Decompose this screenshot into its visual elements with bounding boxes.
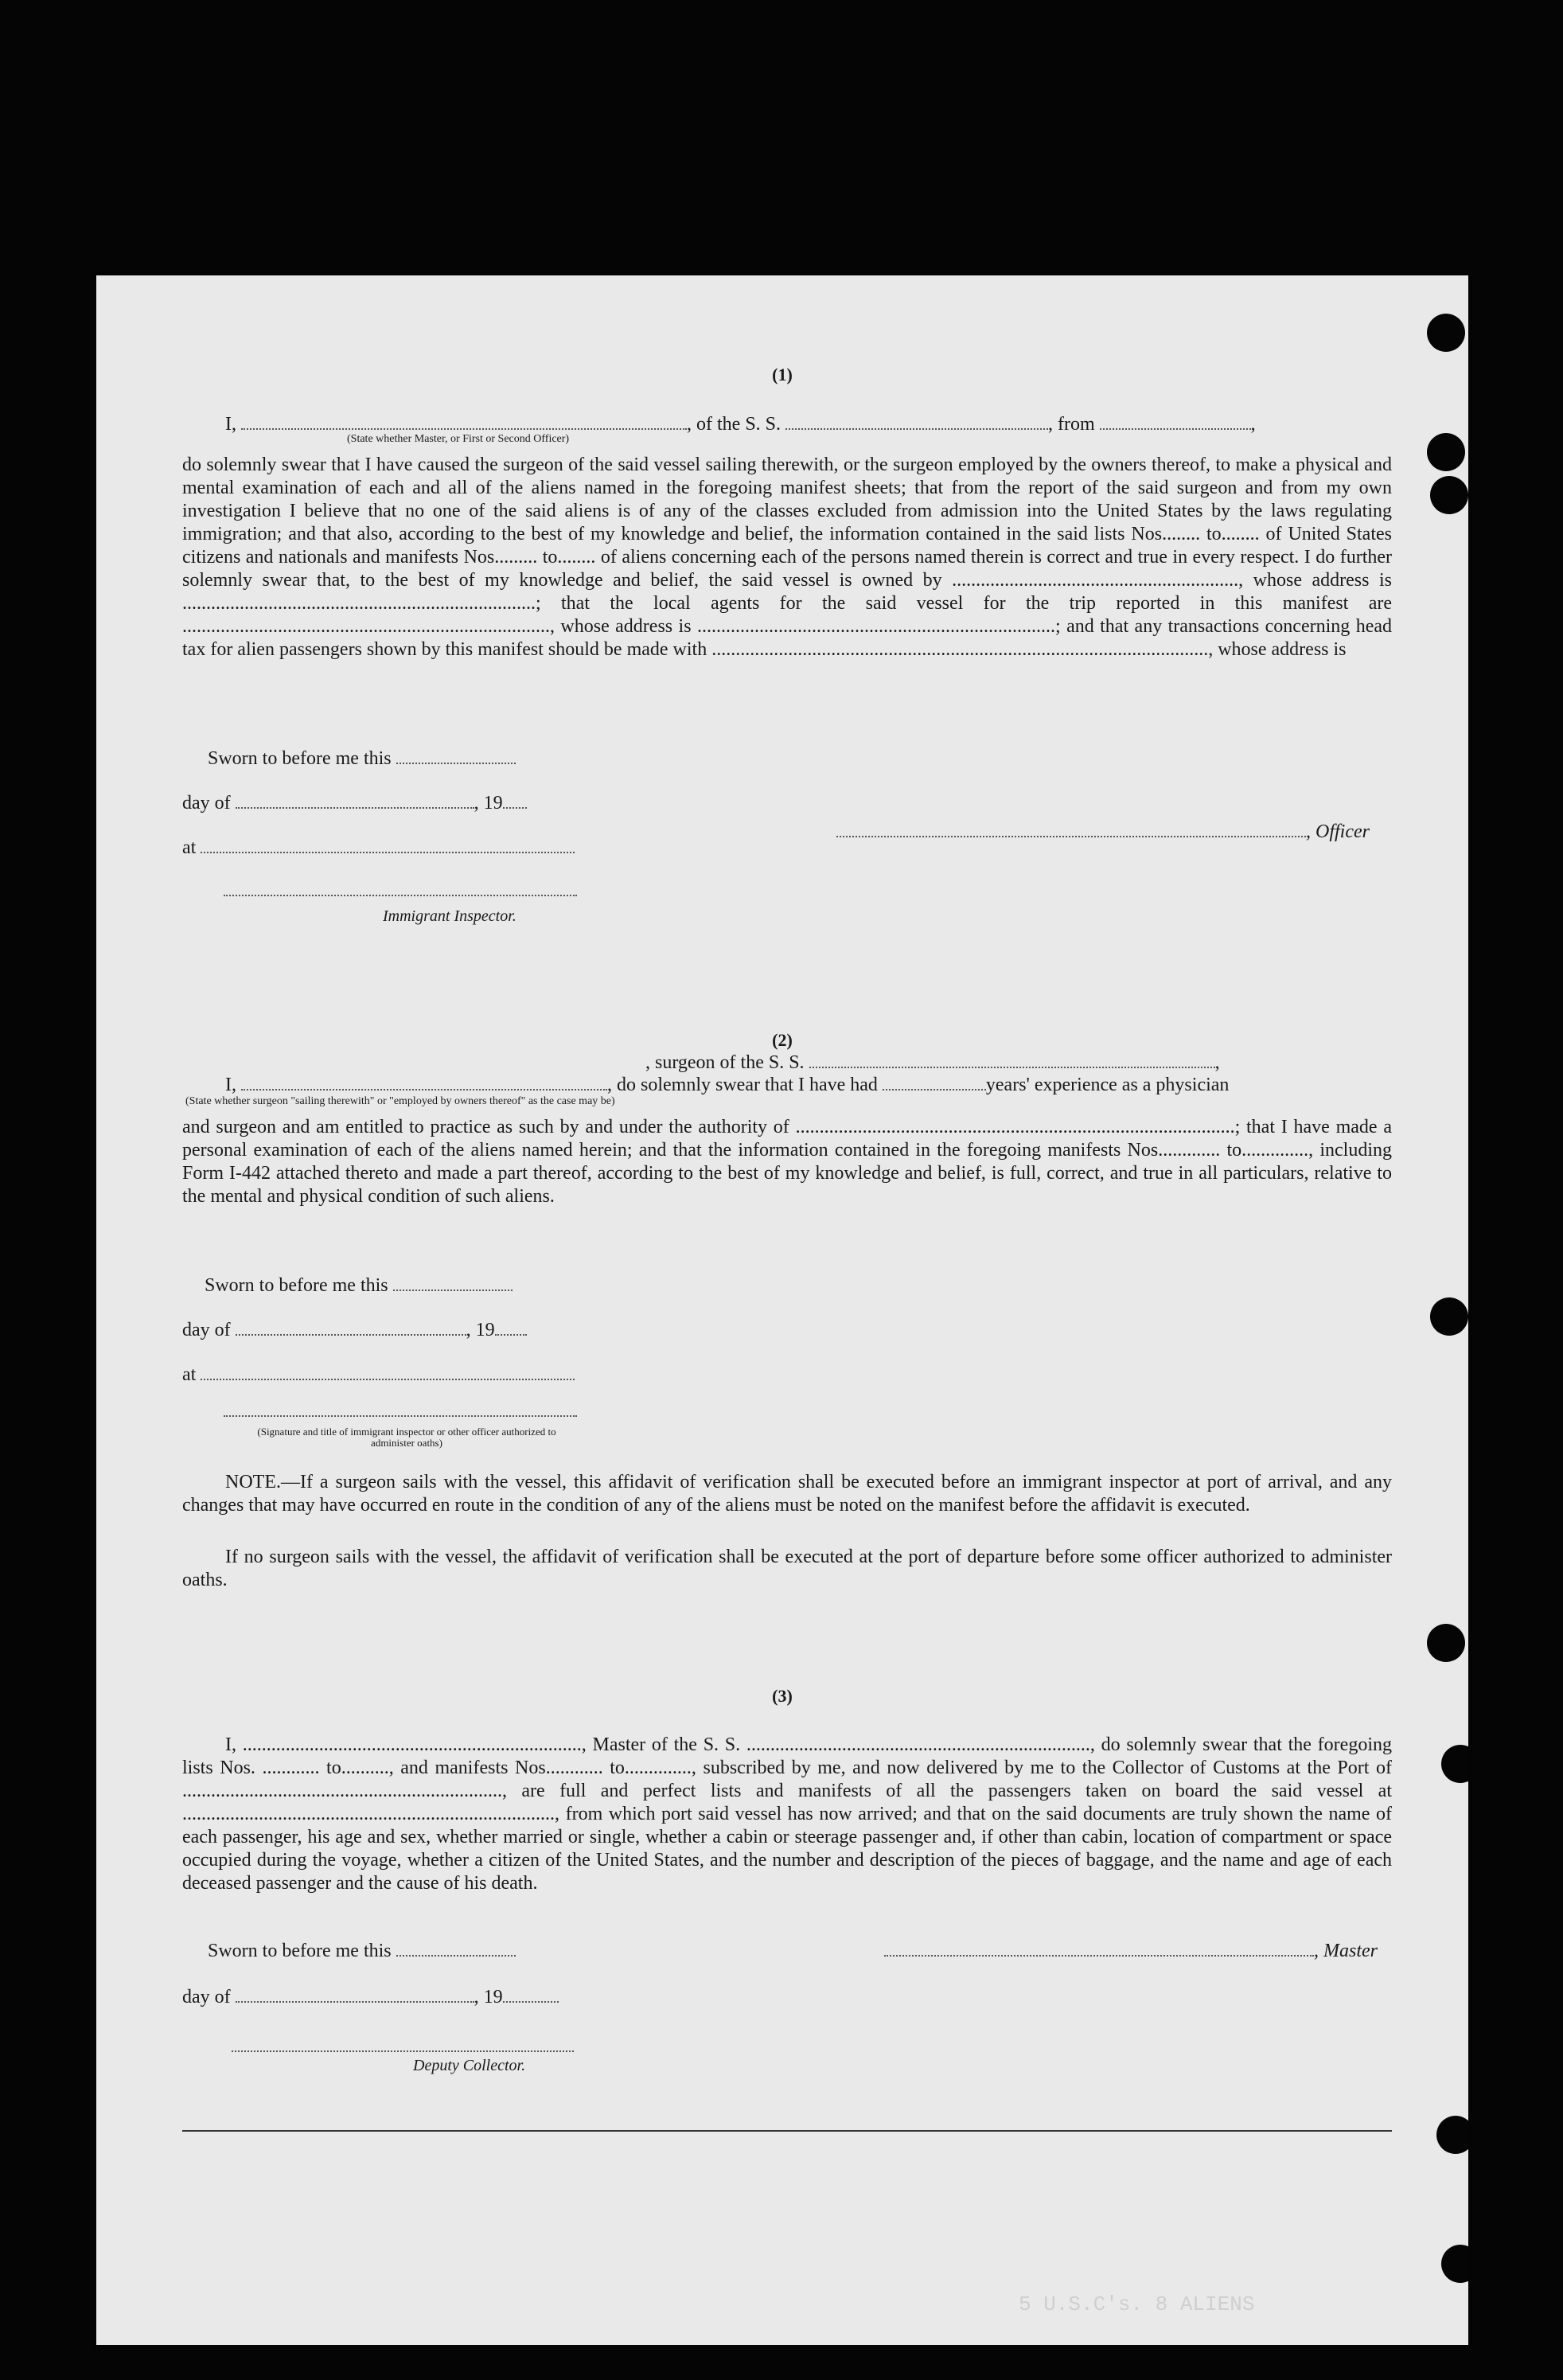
section-1-inspector-line	[224, 880, 577, 902]
section-2-note-text: NOTE.—If a surgeon sails with the vessel, this affidavit of verification shall be executed before an immigrant inspector at port of arrival, and any changes that may have occurred en route in the condition of any of the aliens must be noted on the manifest before the affidavit is executed.	[182, 1472, 1392, 1516]
punch-hole	[1427, 433, 1465, 471]
section-2-number: (2)	[772, 1030, 793, 1050]
punch-hole	[1430, 476, 1468, 514]
section-2-note-text2: If no surgeon sails with the vessel, the affidavit of verification shall be executed at the port of departure before some officer authorized to administer oaths.	[182, 1547, 1392, 1590]
section-2-sig-note: (Signature and title of immigrant inspector or other officer authorized to administer oaths)	[257, 1426, 556, 1449]
section-3-collector-line	[232, 2036, 574, 2058]
section-3-sworn: Sworn to before me this	[208, 1941, 516, 1962]
section-2-body: and surgeon and am entitled to practice as such by and under the authority of ............................................................................................; that I have made a personal examination of each of the aliens named herein; and that the information contained in the foregoing manifests Nos............. to.............., including Form I-442 attached thereto and made a part thereof, according to the best of my knowledge and belief, is full, correct, and true in all particulars, relative to the mental and physical condition of such aliens.	[182, 1117, 1392, 1207]
section-3-master: , Master	[884, 1941, 1378, 1962]
section-1-line1: I, , of the S. S. , from ,	[225, 414, 1256, 435]
section-1-inspector: Immigrant Inspector.	[383, 907, 516, 925]
section-3-collector: Deputy Collector.	[413, 2057, 526, 2074]
punch-hole	[1430, 1297, 1468, 1336]
punch-hole	[1427, 1624, 1465, 1662]
punch-hole	[1427, 314, 1465, 352]
section-1-body: do solemnly swear that I have caused the surgeon of the said vessel sailing therewith, or the surgeon employed by the owners thereof, to make a physical and mental examination of each and all of the aliens named in the foregoing manifest sheets; that from the report of the said surgeon and from my own investigation I believe that no one of the said aliens is of any of the classes excluded from admission into the United States by the laws regulating immigration; and that also, according to the best of my knowledge and belief, the information contained in the said lists Nos........ to........ of United States citizens and nationals and manifests Nos......... to........ of aliens concerning each of the persons named therein is correct and true in every respect. I do further solemnly swear that, to the best of my knowledge and belief, the said vessel is owned by ............................................................, whose address is ..........................................................................; that the local agents for the said vessel for the trip reported in this manifest are ............................................................................., whose address is ...........................................................................; and that any transactions concerning head tax for alien passengers shown by this manifest should be made with ........................................................................................................, whose address is	[182, 455, 1392, 660]
section-1-number: (1)	[772, 365, 793, 384]
section-3-body: I, ......................................................................., Master of the S. S. ........................................................................, do solemnly swear that the foregoing lists Nos. ............ to.........., and manifests Nos............ to.............., subscribed by me, and now delivered by me to the Collector of Customs at the Port of ..................................................................., are full and perfect lists and manifests of all the passengers taken on board the said vessel at .............................................................................., from which port said vessel has now arrived; and that on the said documents are truly shown the name of each passenger, his age and sex, whether married or single, whether a cabin or steerage passenger and, if other than cabin, location of compartment or space occupied during the voyage, whether a citizen of the United States, and the number and description of the pieces of baggage, and the name and age of each deceased passenger and the cause of his death.	[182, 1734, 1392, 1894]
section-2-line1: I, , do solemnly swear that I have had years' experience as a physician	[225, 1075, 1230, 1095]
manifest-affidavit-page	[96, 275, 1468, 2345]
section-2-sworn: Sworn to before me this	[205, 1275, 513, 1297]
section-2-note: (State whether surgeon "sailing therewith" or "employed by owners thereof" as the case may be)	[185, 1095, 615, 1107]
section-3-number: (3)	[772, 1686, 793, 1706]
section-1-at: at	[182, 837, 575, 859]
footer-stamp: 5 U.S.C's. 8 ALIENS	[1019, 2292, 1255, 2316]
bottom-rule	[182, 2130, 1392, 2132]
section-2-sig-line	[224, 1401, 577, 1422]
punch-hole	[1436, 2116, 1468, 2154]
section-1-sworn: Sworn to before me this	[208, 748, 516, 770]
section-1-day: day of , 19	[182, 793, 527, 814]
punch-hole	[1441, 2245, 1468, 2283]
section-2-line1b: , surgeon of the S. S. ,	[645, 1052, 1220, 1073]
section-1-officer: , Officer	[836, 821, 1370, 843]
section-1-note: (State whether Master, or First or Second Officer)	[347, 433, 570, 445]
punch-hole	[1441, 1745, 1468, 1783]
section-2-at: at	[182, 1364, 575, 1386]
section-2-day: day of , 19	[182, 1320, 527, 1341]
section-3-day: day of , 19	[182, 1987, 559, 2008]
